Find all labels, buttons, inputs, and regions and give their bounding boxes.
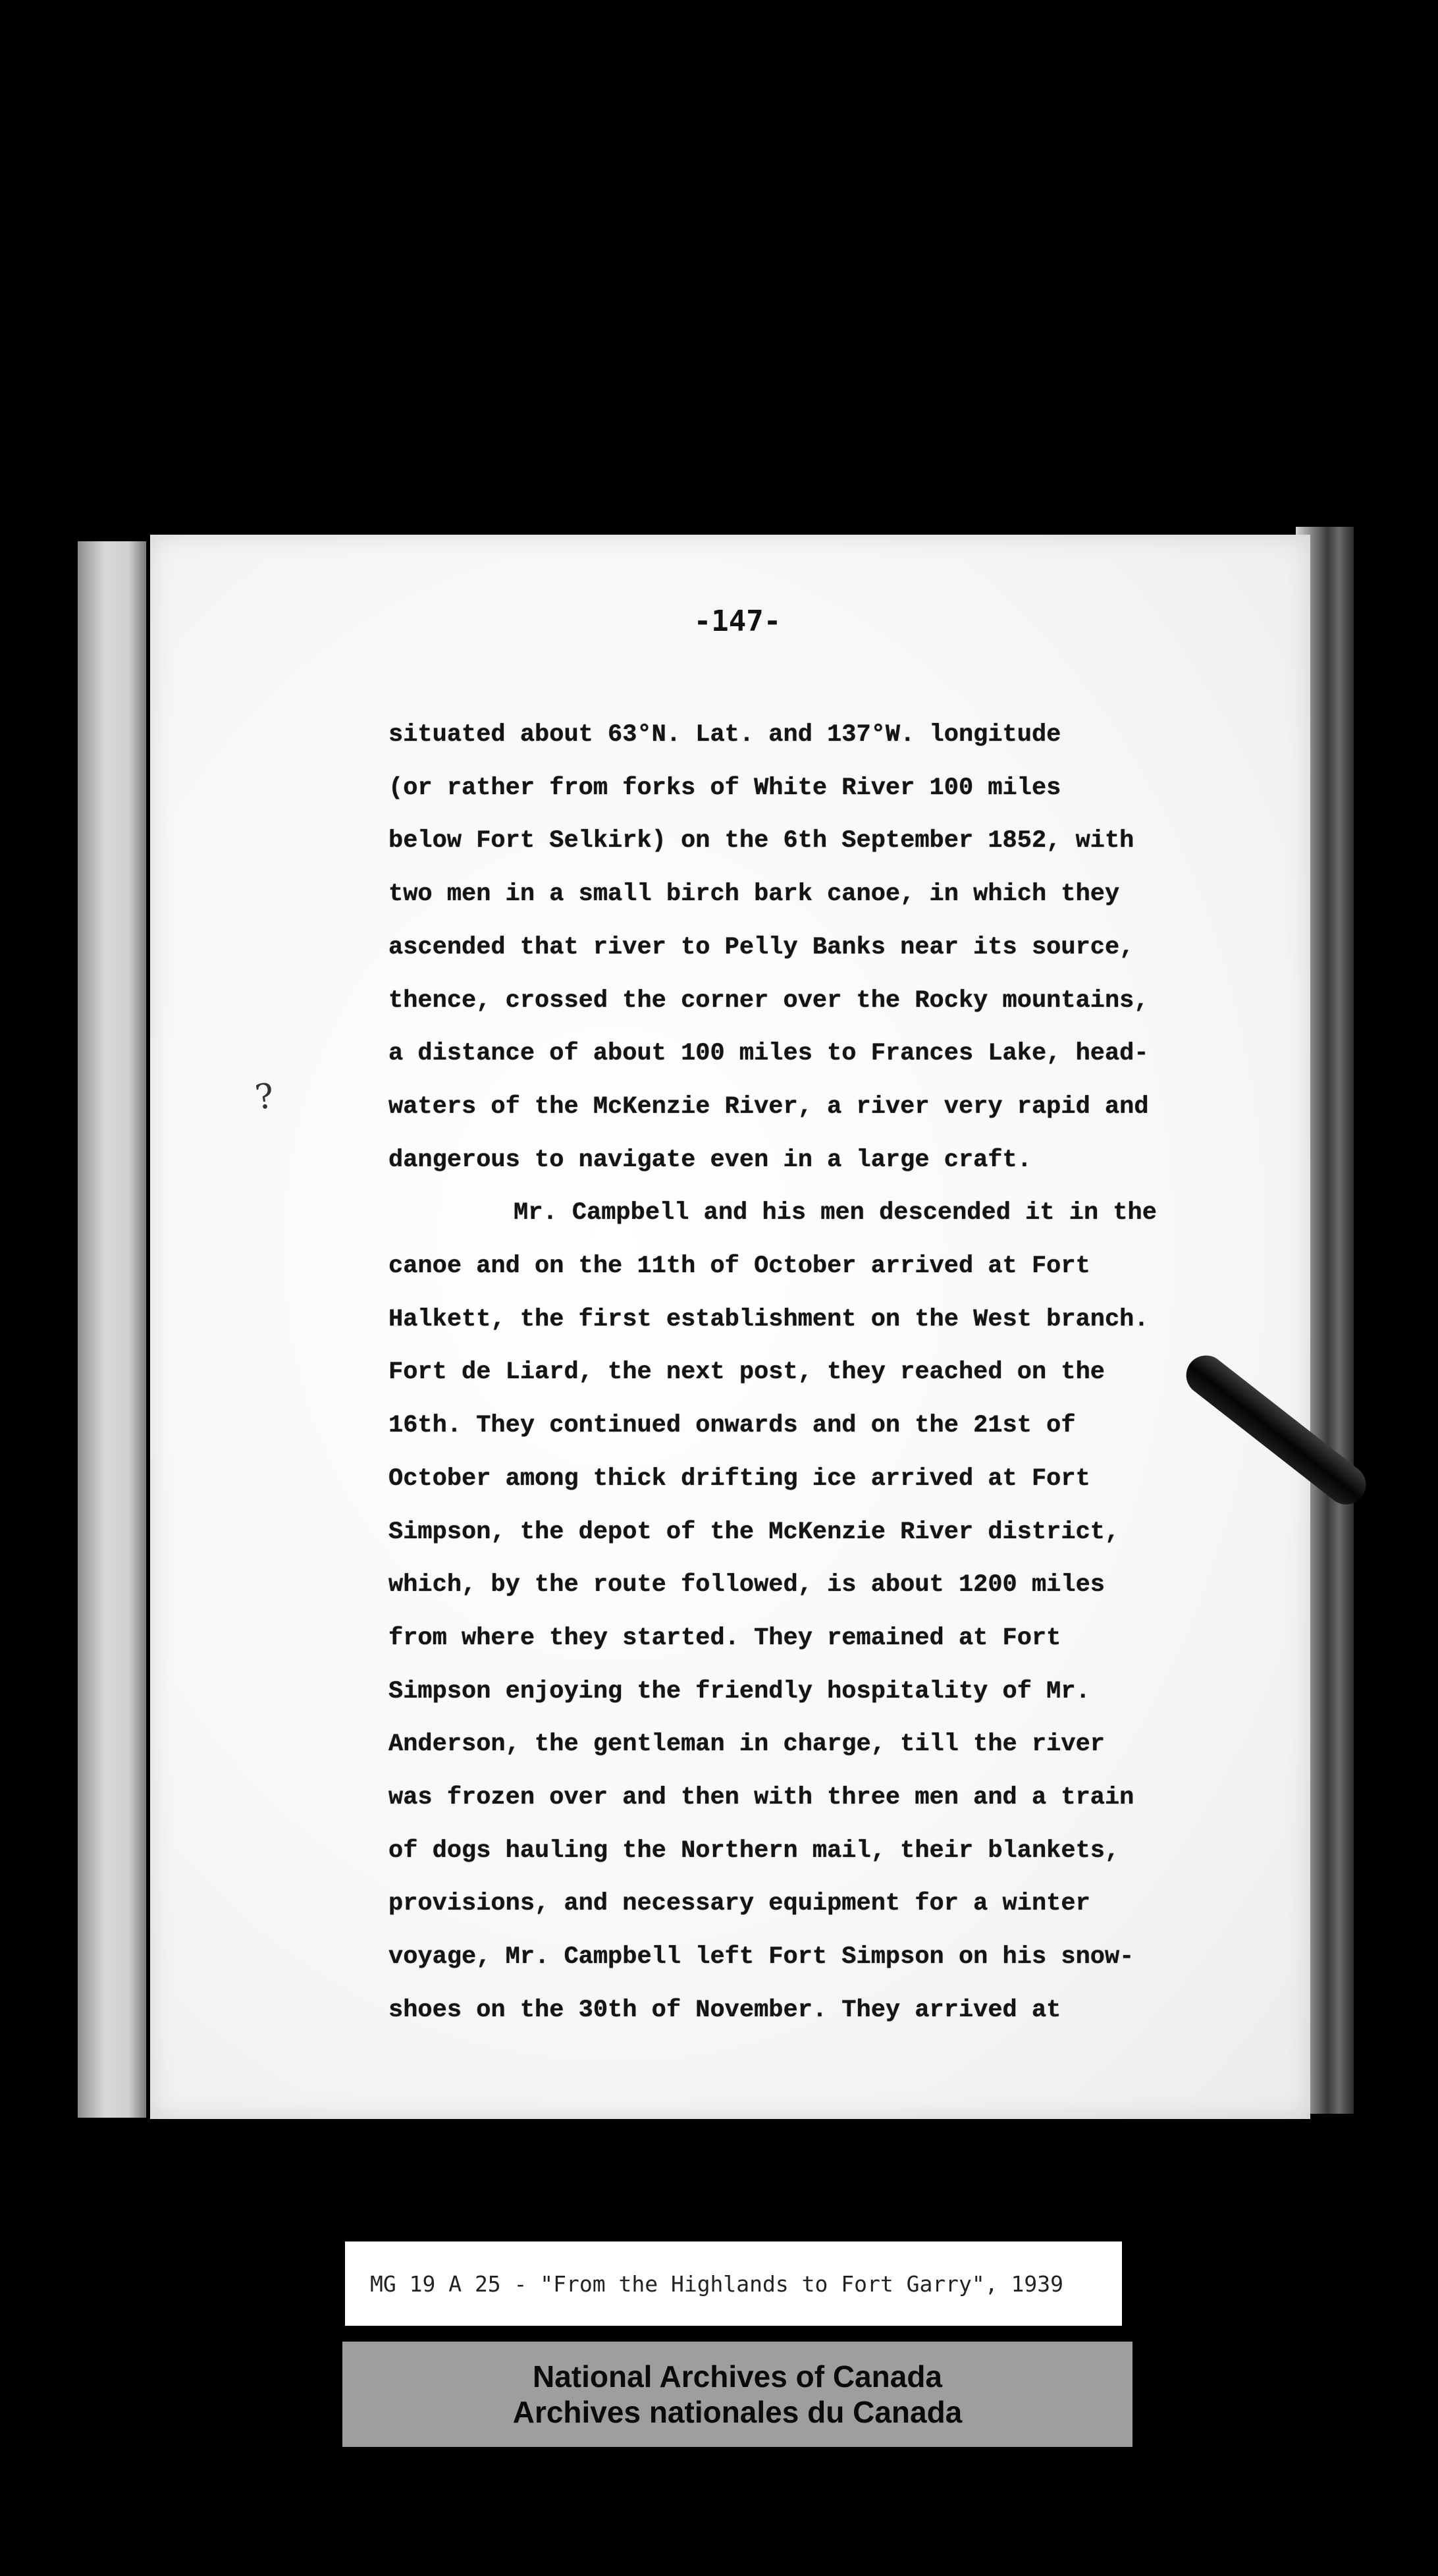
- text-line: two men in a small birch bark canoe, in which they: [388, 880, 1120, 909]
- text-line: waters of the McKenzie River, a river very rapid and: [388, 1092, 1149, 1121]
- page-number: -147-: [693, 604, 782, 638]
- text-line: Simpson, the depot of the McKenzie River district,: [388, 1518, 1120, 1546]
- text-line: Fort de Liard, the next post, they reached on the: [388, 1358, 1105, 1387]
- text-line: dangerous to navigate even in a large craft.: [388, 1146, 1032, 1174]
- text-line-paragraph-start: Mr. Campbell and his men descended it in the: [514, 1199, 1157, 1227]
- text-line: 16th. They continued onwards and on the 21st of: [388, 1412, 1076, 1440]
- text-line: of dogs hauling the Northern mail, their blankets,: [388, 1837, 1120, 1865]
- typed-text-body: [388, 709, 1231, 2037]
- text-line: Halkett, the first establishment on the West branch.: [388, 1305, 1149, 1333]
- margin-question-mark: ?: [252, 1076, 277, 1118]
- citation-text: MG 19 A 25 - "From the Highlands to Fort Garry", 1939: [370, 2270, 1063, 2297]
- citation-label: [345, 2241, 1122, 2326]
- archive-name-fr: Archives nationales du Canada: [512, 2395, 963, 2429]
- text-line: was frozen over and then with three men and a train: [388, 1784, 1134, 1812]
- text-line: thence, crossed the corner over the Rocky mountains,: [388, 986, 1149, 1015]
- text-line: October among thick drifting ice arrived at Fort: [388, 1464, 1090, 1493]
- text-line: voyage, Mr. Campbell left Fort Simpson on his snow-: [388, 1943, 1134, 1972]
- archive-name-en: National Archives of Canada: [532, 2359, 942, 2394]
- text-line: provisions, and necessary equipment for a winter: [388, 1890, 1090, 1918]
- facing-page-edge: [78, 541, 146, 2118]
- text-line: ascended that river to Pelly Banks near its source,: [388, 933, 1134, 961]
- text-line: below Fort Selkirk) on the 6th September 1852, with: [388, 827, 1134, 855]
- text-line: which, by the route followed, is about 1200 miles: [388, 1571, 1105, 1599]
- text-line: shoes on the 30th of November. They arrived at: [388, 1996, 1061, 2024]
- text-line: Anderson, the gentleman in charge, till the river: [388, 1731, 1105, 1759]
- text-line: Simpson enjoying the friendly hospitality of Mr.: [388, 1677, 1090, 1705]
- text-line: from where they started. They remained at Fort: [388, 1624, 1061, 1652]
- text-line: situated about 63°N. Lat. and 137°W. longitude: [388, 721, 1061, 749]
- text-line: (or rather from forks of White River 100 miles: [388, 774, 1061, 802]
- archive-stamp: [342, 2342, 1132, 2447]
- text-line: a distance of about 100 miles to Frances Lake, head-: [388, 1040, 1149, 1068]
- text-line: canoe and on the 11th of October arrived at Fort: [388, 1252, 1090, 1281]
